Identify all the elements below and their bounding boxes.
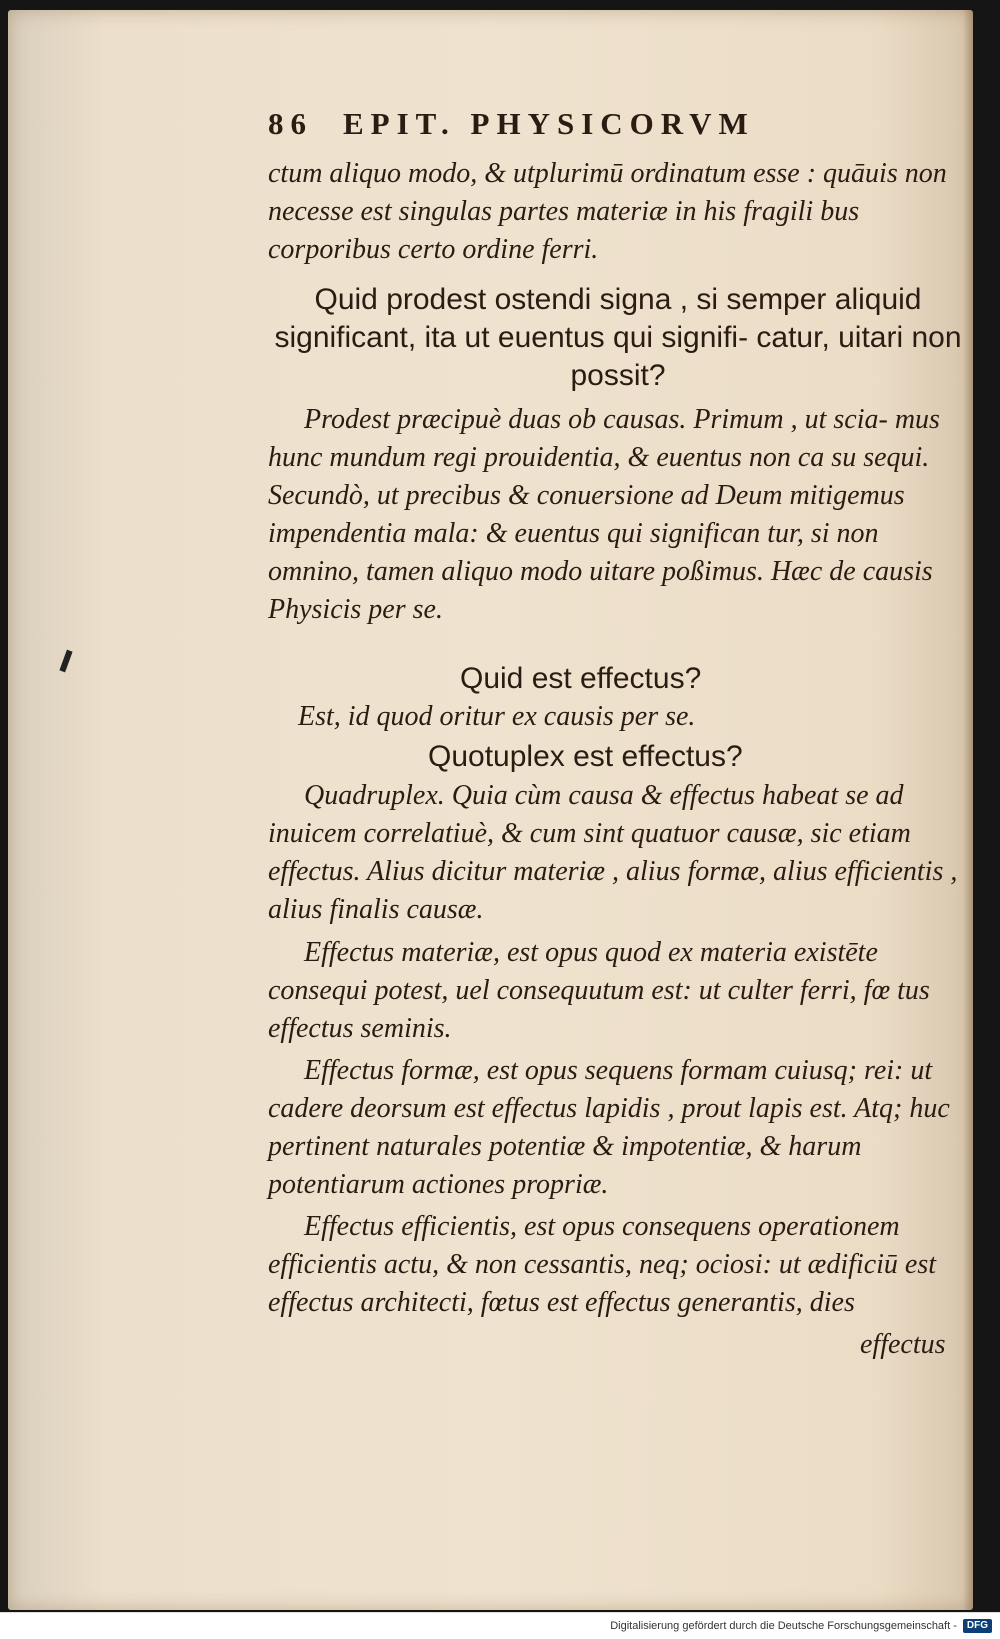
page-number: 86 (268, 106, 313, 141)
paragraph-1: ctum aliquo modo, & utplurimū ordinatum esse : quāuis non necesse est singulas partes materiæ in his fragili bus corporibus certo ordine ferri. (268, 158, 947, 265)
answer-3: Quadruplex. Quia cùm causa & effectus habeat se ad inuicem correlatiuè, & cum sint quatuor causæ, sic etiam effectus. Alius dicitur materiæ , alius formæ, alius efficientis , alius finalis causæ. (268, 780, 958, 925)
dfg-logo: DFG (963, 1619, 992, 1633)
footer-credit: Digitalisierung gefördert durch die Deutsche Forschungsgemeinschaft - (610, 1620, 957, 1632)
answer-4: Effectus materiæ, est opus quod ex materia existēte consequi potest, uel consequutum est: ut culter ferri, fœ tus effectus seminis. (268, 937, 930, 1044)
book-page (8, 10, 973, 1610)
answer-1: Prodest præcipuè duas ob causas. Primum , ut scia- mus hunc mundum regi prouidentia, & euentus non ca su sequi. Secundò, ut precibus & conuersione ad Deum mitigemus impendentia mala: & euentus qui significan tur, si non omnino, tamen aliquo modo uitare poßimus. Hæc de causis Physicis per se. (268, 404, 940, 625)
running-title: EPIT. PHYSICORVM (343, 106, 755, 141)
ink-mark (59, 650, 72, 673)
answer-6: Effectus efficientis, est opus consequens operationem efficientis actu, & non cessantis, neq; ociosi: ut ædificiū est effectus architecti, fœtus est effectus generantis, dies (268, 1211, 937, 1318)
question-1: Quid prodest ostendi signa , si semper aliquid significant, ita ut euentus qui signifi- catur, uitari non possit? (274, 283, 962, 392)
question-2: Quid est effectus? (460, 662, 702, 695)
digitization-footer (0, 1612, 1000, 1639)
catchword: effectus (860, 1329, 946, 1360)
answer-2: Est, id quod oritur ex causis per se. (298, 701, 696, 732)
page-header (268, 106, 968, 146)
answer-5: Effectus formæ, est opus sequens formam cuiusq; rei: ut cadere deorsum est effectus lapidis , prout lapis est. Atq; huc pertinent naturales potentiæ & impotentiæ, & harum potentiarum actiones propriæ. (268, 1055, 950, 1200)
question-3: Quotuplex est effectus? (428, 740, 743, 773)
